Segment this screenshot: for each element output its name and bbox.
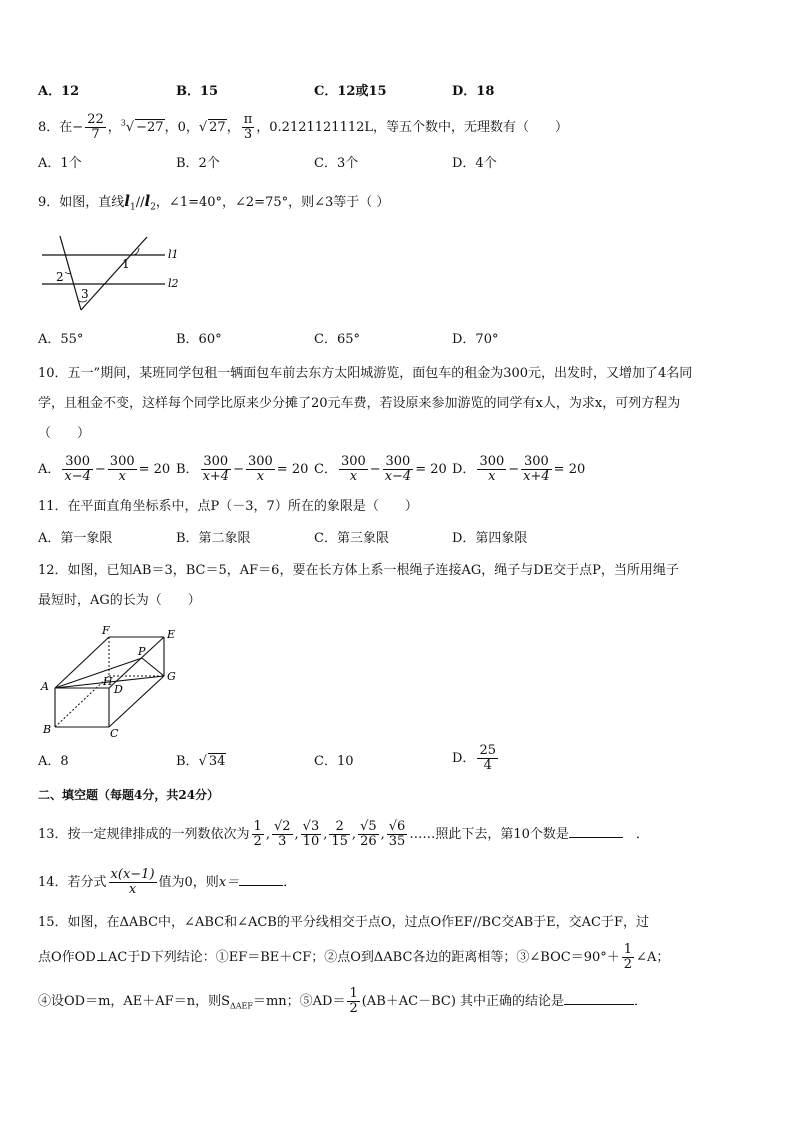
q7-option-a: A．12	[38, 84, 80, 99]
q7-option-d: D．18	[452, 84, 495, 99]
q12-option-c: C．10	[314, 754, 354, 769]
q15-line-2: 点O作OD⊥AC于D下列结论：①EF＝BE＋CF；②点O到ΔABC各边的距离相等；③∠BOC＝90°＋ $\frac{1}{2}$ ∠A；	[38, 942, 670, 972]
q9-option-b: B．60°	[176, 332, 222, 347]
q13-stem: 13．按一定规律排成的一列数依次为 $\frac{1}{2}$ , $\frac{√2}{3}$ , $\frac{√3}{10}$ , $\frac{2}{15}$ , $\frac{√5}{26}$ , $\frac{√6}{35}$ ……照此下去，第10个数是 ．	[38, 819, 649, 849]
transversal-2	[81, 237, 147, 310]
cuboid-label-h: H	[103, 675, 113, 688]
q14-answer-blank	[239, 885, 283, 886]
q12-option-b: B．√ 34	[176, 754, 226, 769]
q11-option-a: A．第一象限	[38, 531, 113, 546]
l1-label: l1	[168, 248, 179, 261]
l2-label: l2	[168, 277, 179, 290]
cuboid-label-f: F	[102, 624, 110, 637]
angle-2-label: 2	[56, 270, 64, 284]
q9-figure	[38, 228, 188, 314]
angle-3-label: 3	[81, 287, 89, 301]
cuboid-label-c: C	[110, 727, 119, 740]
q9-option-d: D．70°	[452, 332, 499, 347]
q9-option-c: C．65°	[314, 332, 360, 347]
q10-line-1: 10．五一”期间，某班同学包租一辆面包车前去东方太阳城游览，面包车的租金为300元，出发时，又增加了4名同	[38, 366, 693, 381]
q10-line-3: （ ）	[38, 426, 91, 441]
q11-stem: 11．在平面直角坐标系中，点P（－3，7）所在的象限是（ ）	[38, 499, 418, 514]
q8-option-d: D．4个	[452, 156, 497, 171]
cuboid-label-e: E	[167, 628, 176, 641]
q10-option-b: B． $\frac{300}{x+4}$ − $\frac{300}{x}$ = 20	[176, 454, 309, 484]
q15-line-1: 15．如图，在ΔABC中，∠ABC和∠ACB的平分线相交于点O，过点O作EF//BC交AB于E，交AC于F，过	[38, 915, 649, 930]
section-heading-fill-in: 二、填空题（每题4分，共24分）	[38, 788, 220, 802]
q12-option-d: D． $\frac{25}{4}$	[452, 743, 496, 773]
q8-stem: 8．在− $\frac{22}{7}$ ，$^3$√ −27，0，√ 27， $\frac{\pi}{3}$ ，0.2121121112L，等五个数中，无理数有（ ）	[38, 112, 569, 142]
q15-line-3: ④设OD＝m，AE＋AF＝n，则$S_{\Delta AEF}=mn$；⑤AD＝ $\frac{1}{2}$ (AB＋AC－BC) 其中正确的结论是 ．	[38, 986, 648, 1016]
q10-line-2: 学，且租金不变，这样每个同学比原来少分摊了20元车费，若设原来参加游览的同学有x人，为求x，可列方程为	[38, 396, 681, 411]
q9-stem: 9．如图，直线$l_1//l_2$，∠1=40°，∠2=75°，则∠3等于（ ）	[38, 192, 390, 213]
q12-line-2: 最短时，AG的长为（ ）	[38, 593, 201, 608]
q8-option-a: A．1个	[38, 156, 82, 171]
q7-option-c: C．12或15	[314, 84, 387, 99]
cuboid-label-d: D	[114, 683, 123, 696]
q11-option-b: B．第二象限	[176, 531, 251, 546]
q10-option-c: C． $\frac{300}{x}$ − $\frac{300}{x-4}$ = 20	[314, 454, 447, 484]
q7-option-b: B．15	[176, 84, 219, 99]
q11-option-c: C．第三象限	[314, 531, 389, 546]
q8-option-c: C．3个	[314, 156, 359, 171]
cuboid-label-p: P	[138, 645, 146, 658]
q15-answer-blank	[564, 1004, 634, 1005]
q10-option-a: A． $\frac{300}{x-4}$ − $\frac{300}{x}$ = 20	[38, 454, 171, 484]
cuboid-label-a: A	[41, 680, 49, 693]
q13-answer-blank	[569, 837, 623, 838]
q12-option-a: A．8	[38, 754, 69, 769]
q12-line-1: 12．如图，已知AB＝3，BC＝5，AF＝6，要在长方体上系一根绳子连接AG，绳子与DE交于点P，当所用绳子	[38, 563, 679, 578]
cuboid-label-g: G	[167, 670, 176, 683]
q8-option-b: B．2个	[176, 156, 220, 171]
q11-option-d: D．第四象限	[452, 531, 528, 546]
q12-cuboid-figure	[38, 622, 188, 740]
q9-option-a: A．55°	[38, 332, 84, 347]
q14-stem: 14．若分式 $\frac{x(x-1)}{x}$ 值为0，则x＝ ．	[38, 867, 297, 897]
angle-1-label: 1	[122, 257, 130, 271]
q10-option-d: D． $\frac{300}{x}$ − $\frac{300}{x+4}$ = 20	[452, 454, 586, 484]
cuboid-label-b: B	[43, 723, 52, 736]
